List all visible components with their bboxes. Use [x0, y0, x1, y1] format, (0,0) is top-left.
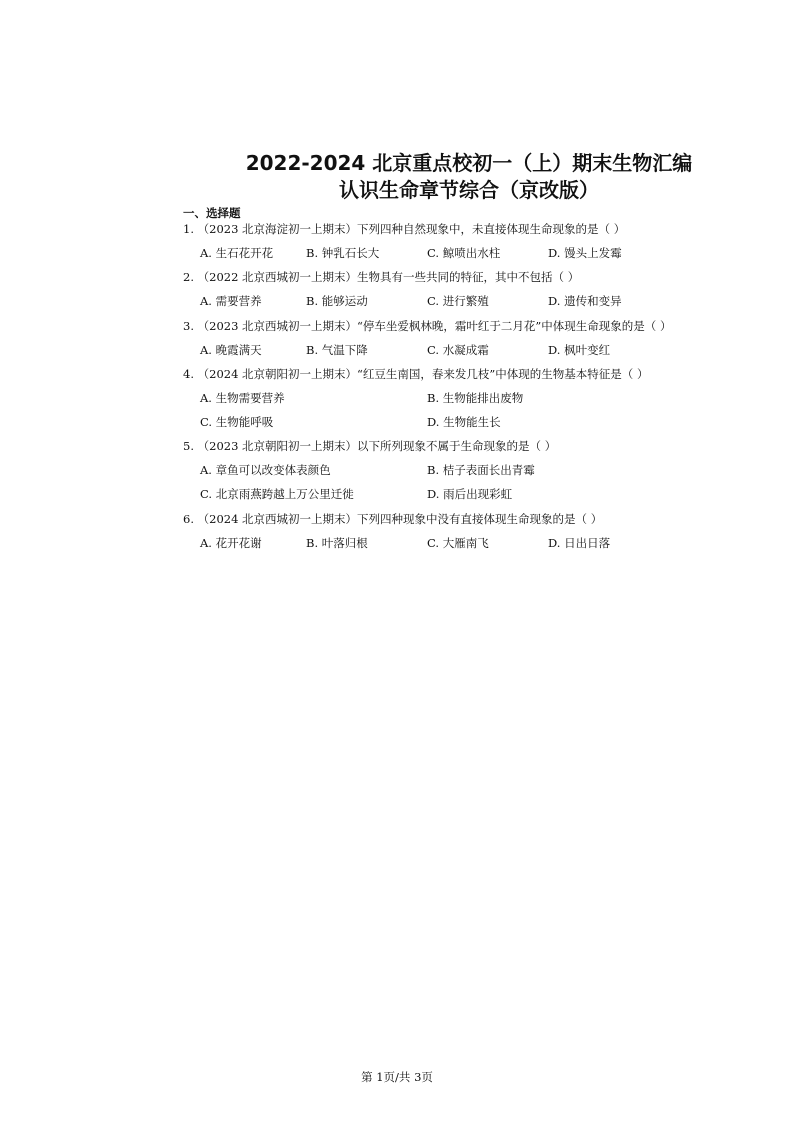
question-5-option-c: C. 北京雨燕跨越上万公里迁徙 — [200, 487, 354, 501]
question-3: 3. （2023 北京西城初一上期末）“停车坐爱枫林晚，霜叶红于二月花”中体现生命现象的是（ ） — [183, 319, 672, 333]
question-5-option-a: A. 章鱼可以改变体表颜色 — [200, 463, 331, 477]
document-title-line2: 认识生命章节综合（京改版） — [339, 178, 599, 202]
question-6-option-d: D. 日出日落 — [548, 536, 611, 550]
question-1: 1. （2023 北京海淀初一上期末）下列四种自然现象中，未直接体现生命现象的是（ ） — [183, 222, 626, 236]
section-heading: 一、选择题 — [183, 206, 241, 220]
question-1-option-b: B. 钟乳石长大 — [306, 246, 380, 260]
question-6: 6. （2024 北京西城初一上期末）下列四种现象中没有直接体现生命现象的是（ ） — [183, 512, 603, 526]
question-1-option-c: C. 鲸喷出水柱 — [427, 246, 501, 260]
question-4-option-c: C. 生物能呼吸 — [200, 415, 274, 429]
question-2-option-c: C. 进行繁殖 — [427, 294, 489, 308]
question-4-option-a: A. 生物需要营养 — [200, 391, 285, 405]
question-3-option-b: B. 气温下降 — [306, 343, 368, 357]
question-2-option-d: D. 遗传和变异 — [548, 294, 622, 308]
question-6-option-a: A. 花开花谢 — [200, 536, 262, 550]
page-footer: 第 1页/共 3页 — [361, 1070, 433, 1084]
question-1-option-a: A. 生石花开花 — [200, 246, 274, 260]
question-3-option-d: D. 枫叶变红 — [548, 343, 611, 357]
document-title-line1: 2022-2024 北京重点校初一（上）期末生物汇编 — [245, 151, 693, 175]
question-3-option-c: C. 水凝成霜 — [427, 343, 489, 357]
question-6-option-b: B. 叶落归根 — [306, 536, 368, 550]
question-2-option-a: A. 需要营养 — [200, 294, 262, 308]
question-4-option-b: B. 生物能排出废物 — [427, 391, 524, 405]
question-5-option-d: D. 雨后出现彩虹 — [427, 487, 513, 501]
question-2: 2. （2022 北京西城初一上期末）生物具有一些共同的特征，其中不包括（ ） — [183, 270, 580, 284]
question-4-option-d: D. 生物能生长 — [427, 415, 501, 429]
question-6-option-c: C. 大雁南飞 — [427, 536, 489, 550]
question-1-option-d: D. 馒头上发霉 — [548, 246, 622, 260]
question-2-option-b: B. 能够运动 — [306, 294, 368, 308]
question-5-option-b: B. 桔子表面长出青霉 — [427, 463, 535, 477]
question-4: 4. （2024 北京朝阳初一上期末）“红豆生南国，春来发几枝”中体现的生物基本特征是（ ） — [183, 367, 649, 381]
question-5: 5. （2023 北京朝阳初一上期末）以下所列现象不属于生命现象的是（ ） — [183, 439, 557, 453]
question-3-option-a: A. 晚霞满天 — [200, 343, 262, 357]
